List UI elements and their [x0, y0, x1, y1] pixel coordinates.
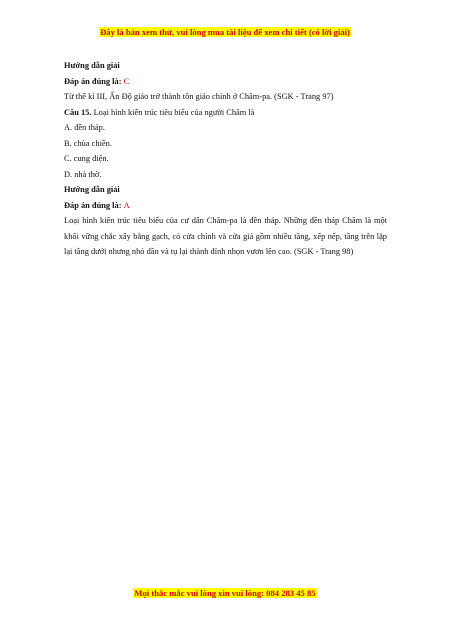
option-b: B. chùa chiền.: [64, 138, 112, 148]
question-text: Loại hình kiến trúc tiêu biểu của người Chăm là: [93, 107, 255, 117]
preview-notice-banner: [0, 27, 450, 38]
option-a: A. đền tháp.: [64, 123, 105, 132]
preview-notice-text: Đây là bản xem thử, vui lòng mua tài liệu để xem chi tiết (có lời giải): [100, 27, 350, 37]
section-heading: Hướng dẫn giải: [64, 185, 120, 194]
answer-letter: C: [123, 76, 130, 86]
contact-notice-banner: [0, 588, 450, 599]
explanation-text: Loại hình kiến trúc tiêu biểu của cư dân Chăm-pa là đền tháp. Những đền tháp Chăm là một khối vững chắc xây bằng gạch, có cửa chính và cửa giả gồm nhiều tầng, xếp nếp, tầng trên lặp lại tầng dưới nhưng nhỏ dần và tụ lại thành đỉnh nhọn vươn lên cao. (SGK - Trang 98): [64, 216, 387, 256]
question-number: Câu 15.: [64, 107, 92, 117]
option-c: C. cung điện.: [64, 154, 109, 163]
section-heading: Hướng dẫn giải: [64, 61, 120, 70]
answer-line: [64, 198, 387, 214]
option-d: D. nhà thờ.: [64, 169, 102, 179]
answer-letter: A: [123, 200, 130, 210]
answer-label: Đáp án đúng là:: [64, 76, 122, 86]
document-body: [64, 58, 387, 260]
answer-line: [64, 74, 387, 90]
explanation-text: Từ thế kỉ III, Ấn Độ giáo trở thành tôn giáo chính ở Chăm-pa. (SGK - Trang 97): [64, 92, 334, 101]
question-line: [64, 105, 387, 121]
answer-label: Đáp án đúng là:: [64, 200, 122, 210]
contact-notice-text: Mọi thắc mắc vui lòng xin vui lòng: 084 283 45 85: [134, 588, 316, 598]
